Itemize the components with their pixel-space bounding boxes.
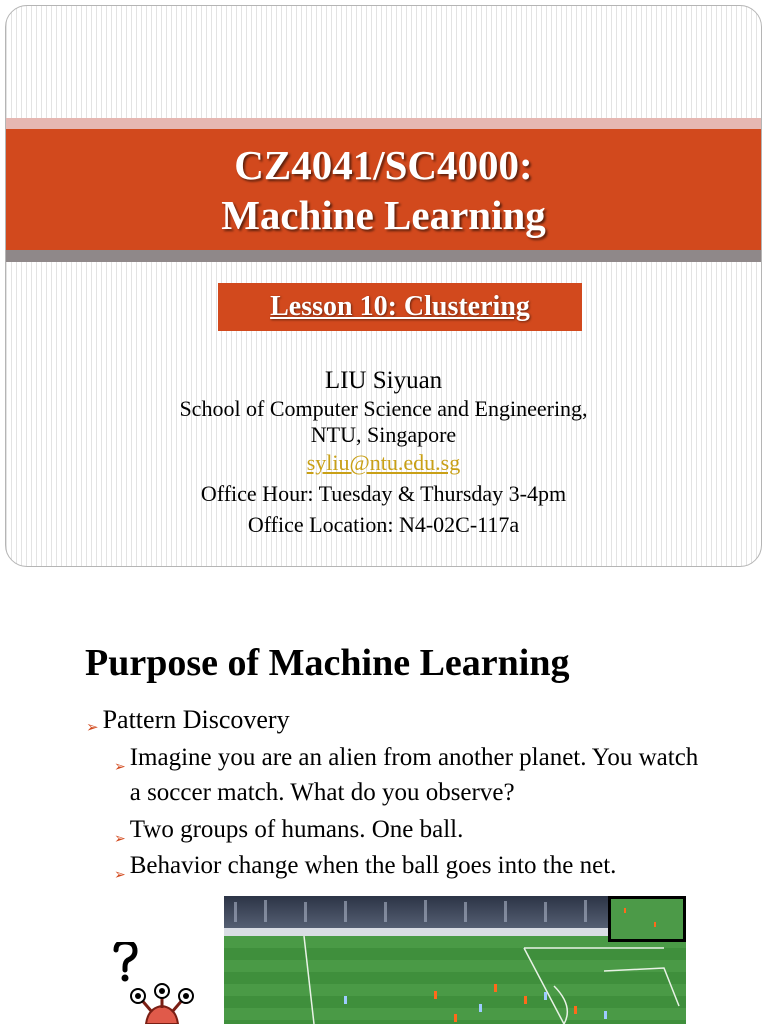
arrow-right-icon: ➢ [114, 867, 126, 883]
affiliation-line-2: NTU, Singapore [310, 422, 457, 447]
sub-bullet-text: Behavior change when the ball goes into the net. [129, 852, 617, 879]
soccer-match-image [224, 896, 686, 1024]
bullet-text: Pattern Discovery [102, 705, 290, 734]
office-location: Office Location: N4-02C-117a [247, 512, 520, 537]
sub-bullet-behavior [114, 848, 616, 893]
arrow-right-icon: ➢ [114, 759, 126, 775]
accent-strip-bottom [6, 250, 761, 262]
alien-icon [108, 942, 204, 1024]
slide-heading: Purpose of Machine Learning [85, 642, 570, 684]
author-info [6, 366, 761, 540]
office-hour: Office Hour: Tuesday & Thursday 3-4pm [200, 481, 567, 506]
email-link[interactable]: syliu@ntu.edu.sg [306, 450, 461, 475]
lesson-banner [218, 283, 582, 331]
title-band [6, 129, 761, 250]
lesson-title: Lesson 10: Clustering [270, 291, 530, 322]
title-slide [5, 5, 762, 567]
accent-strip-top [6, 118, 761, 129]
sub-bullet-text: Imagine you are an alien from another planet. You watch a soccer match. What do you observe? [129, 744, 699, 806]
arrow-right-icon: ➢ [114, 831, 126, 847]
bullet-pattern-discovery [86, 705, 290, 742]
sub-bullet-text: Two groups of humans. One ball. [129, 816, 464, 843]
email-link-wrapper [6, 448, 761, 478]
question-mark-icon [116, 942, 135, 982]
course-code: CZ4041/SC4000: [234, 141, 533, 188]
author-name: LIU Siyuan [324, 367, 443, 394]
affiliation-line-1: School of Computer Science and Engineering, [179, 396, 588, 421]
content-slide [0, 580, 768, 1024]
course-title: Machine Learning [221, 191, 546, 238]
arrow-right-icon: ➢ [86, 718, 99, 736]
sub-bullet-alien [114, 740, 714, 810]
